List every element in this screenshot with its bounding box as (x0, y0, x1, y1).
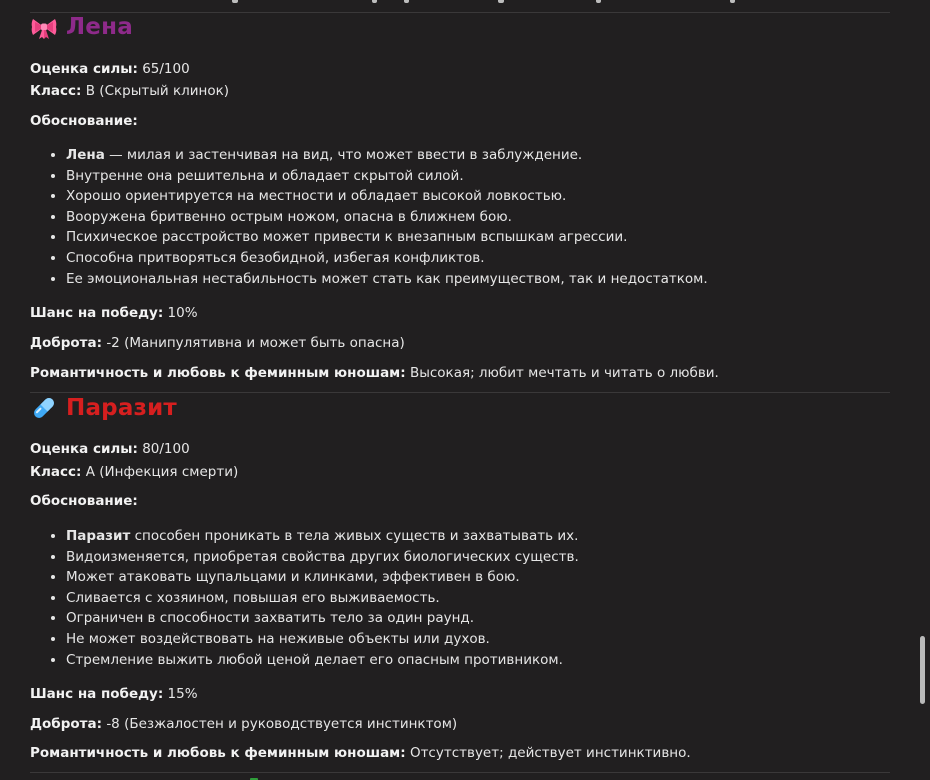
power-label: Оценка силы (30, 61, 133, 77)
class-label: Класс (30, 83, 77, 99)
reason-list (30, 145, 708, 289)
ribbon-icon (30, 13, 58, 41)
class-rating: Класс: A (Инфекция смерти) (30, 464, 239, 480)
next-card-peek (30, 772, 330, 780)
kindness: Доброта: -2 (Манипулятивна и может быть опасна) (30, 335, 405, 351)
power-rating: Оценка силы: 80/100 (30, 441, 190, 457)
win-chance: Шанс на победу: 10% (30, 305, 198, 321)
romance: Романтичность и любовь к феминным юношам: Высокая; любит мечтать и читать о любви. (30, 365, 719, 381)
list-item: • Ограничен в способности захватить тело за один раунд. (66, 608, 579, 629)
power-value: 65/100 (142, 61, 190, 77)
reason-heading: Обоснование: (30, 113, 138, 129)
list-item: • Может атаковать щупальцами и клинками, эффективен в бою. (66, 567, 579, 588)
list-item: • Стремление выжить любой ценой делает его опасным противником. (66, 650, 579, 671)
list-item: • Психическое расстройство может привести к внезапным вспышкам агрессии. (66, 227, 708, 248)
class-value: A (Инфекция смерти) (85, 464, 239, 480)
divider (30, 12, 890, 13)
power-value: 80/100 (142, 441, 190, 457)
reason-heading: Обоснование: (30, 493, 138, 509)
clipped-previous-text (0, 0, 912, 6)
pill-icon (30, 394, 58, 422)
romance: Романтичность и любовь к феминным юношам: Отсутствует; действует инстинктивно. (30, 745, 691, 761)
class-rating: Класс: B (Скрытый клинок) (30, 83, 230, 99)
character-name: Лена (66, 14, 133, 40)
character-header (30, 394, 177, 422)
character-name: Паразит (66, 395, 177, 421)
list-item: • Хорошо ориентируется на местности и обладает высокой ловкостью. (66, 186, 708, 207)
reason-list (30, 526, 579, 670)
list-item: • Видоизменяется, приобретая свойства других биологических существ. (66, 547, 579, 568)
divider (30, 392, 890, 393)
scrollbar-thumb[interactable] (920, 636, 925, 704)
list-item: • Лена — милая и застенчивая на вид, что может ввести в заблуждение. (66, 145, 708, 166)
list-item: • Ее эмоциональная нестабильность может стать как преимуществом, так и недостатком. (66, 269, 708, 290)
list-item: • Не может воздействовать на неживые объекты или духов. (66, 629, 579, 650)
vertical-scrollbar[interactable] (918, 0, 928, 780)
class-value: B (Скрытый клинок) (85, 83, 230, 99)
character-header (30, 13, 133, 41)
list-item: • Паразит способен проникать в тела живых существ и захватывать их. (66, 526, 579, 547)
kindness: Доброта: -8 (Безжалостен и руководствуется инстинктом) (30, 716, 458, 732)
list-item: • Способна притворяться безобидной, избегая конфликтов. (66, 248, 708, 269)
power-label: Оценка силы (30, 441, 133, 457)
class-label: Класс (30, 464, 77, 480)
win-chance: Шанс на победу: 15% (30, 686, 198, 702)
list-item: • Вооружена бритвенно острым ножом, опасна в ближнем бою. (66, 207, 708, 228)
list-item: • Внутренне она решительна и обладает скрытой силой. (66, 166, 708, 187)
list-item: • Сливается с хозяином, повышая его выживаемость. (66, 588, 579, 609)
power-rating: Оценка силы: 65/100 (30, 61, 190, 77)
